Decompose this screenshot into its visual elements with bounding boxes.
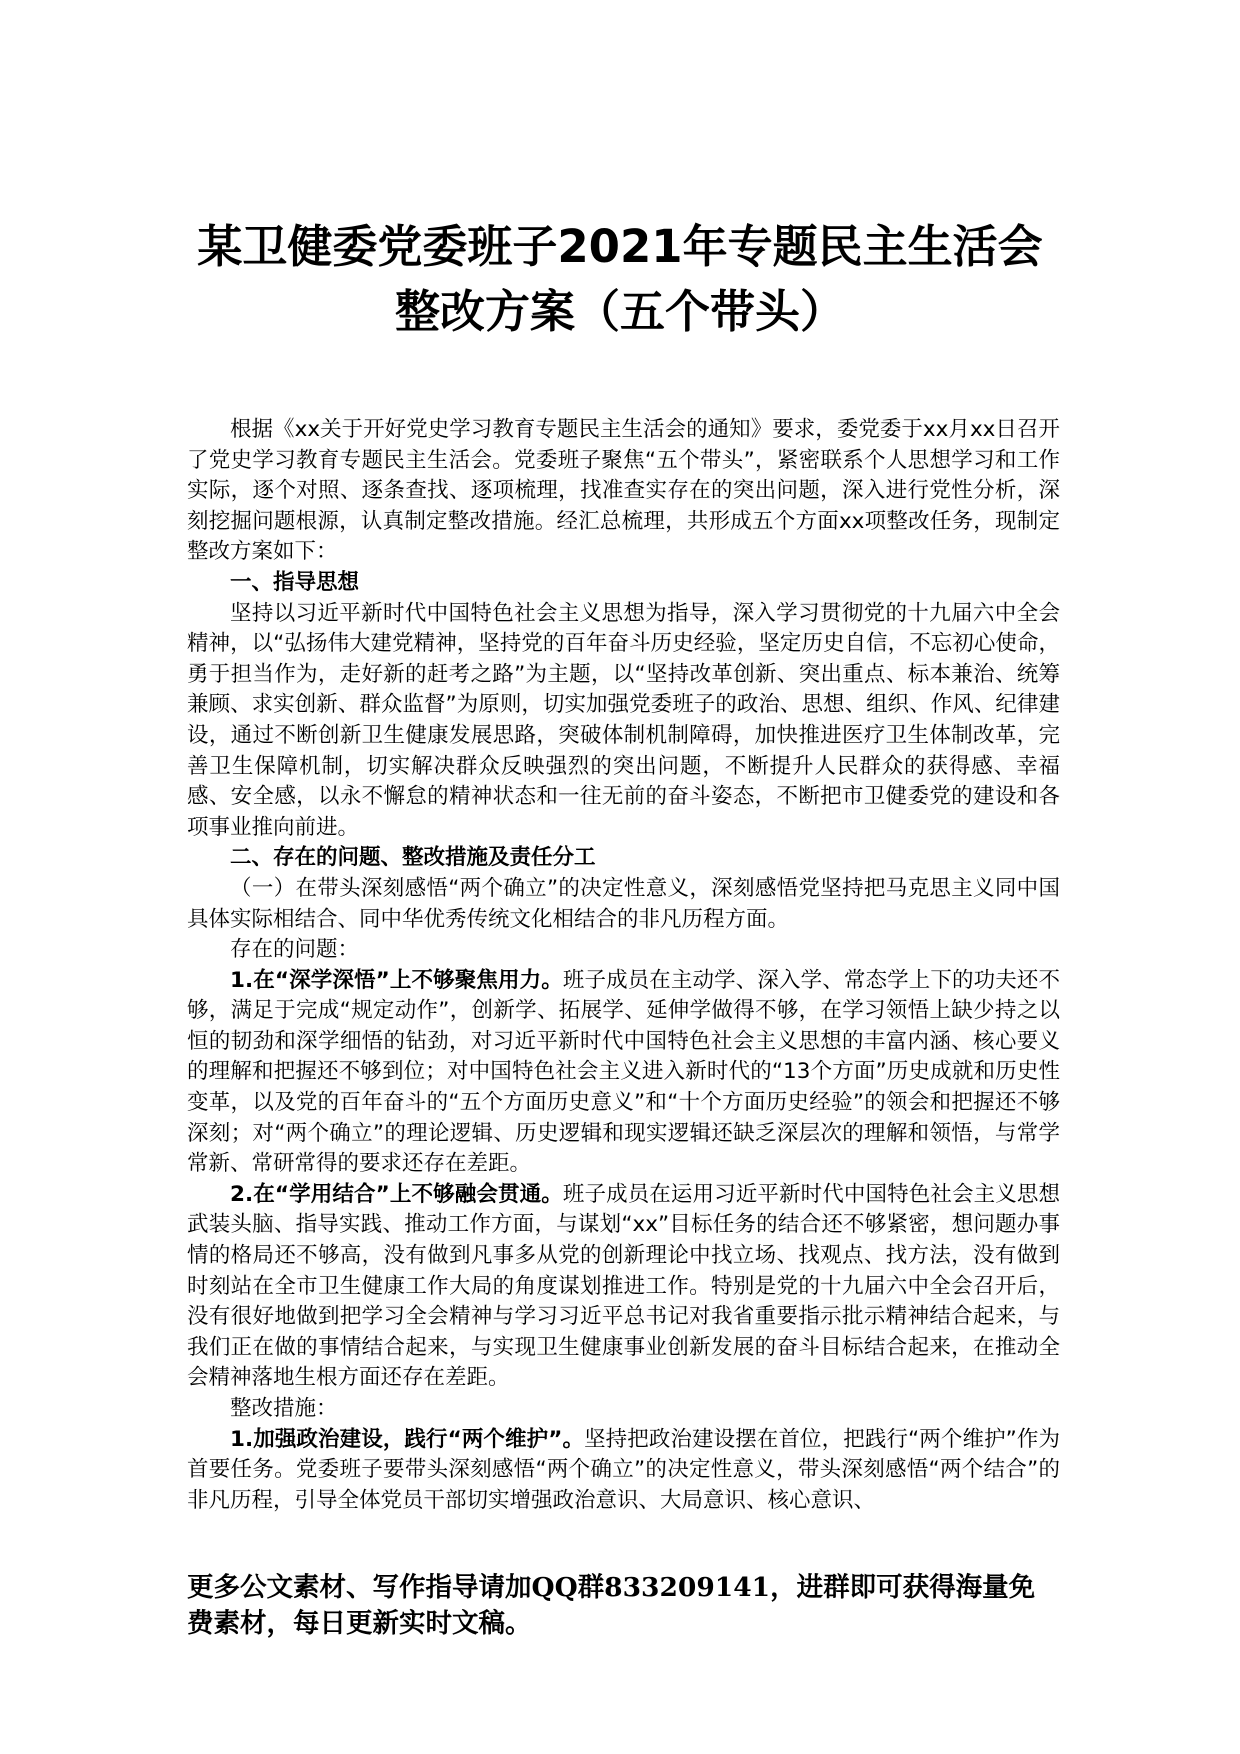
- promo-footer: 更多公文素材、写作指导请加QQ群833209141，进群即可获得海量免费素材，每日更新实时文稿。: [187, 1572, 1036, 1639]
- title-line-1: 某卫健委党委班子2021年专题民主生活会: [197, 220, 1043, 273]
- document-title: [150, 214, 1090, 344]
- problem-item-2: [187, 1180, 1060, 1394]
- problem-1-lead: 1.在“深学深悟”上不够聚焦用力。: [230, 967, 563, 993]
- document-body: [187, 415, 1060, 1516]
- intro-paragraph: 根据《xx关于开好党史学习教育专题民主生活会的通知》要求，委党委于xx月xx日召开了党史学习教育专题民主生活会。党委班子聚焦“五个带头”，紧密联系个人思想学习和工作实际，逐个对照、逐条查找、逐项梳理，找准查实存在的突出问题，深入进行党性分析，深刻挖掘问题根源，认真制定整改措施。经汇总梳理，共形成五个方面xx项整改任务，现制定整改方案如下：: [187, 417, 1060, 565]
- section-heading-2: 二、存在的问题、整改措施及责任分工: [230, 845, 596, 871]
- measure-1-lead: 1.加强政治建设，践行“两个维护”。: [230, 1426, 585, 1452]
- title-line-2: 整改方案（五个带头）: [394, 285, 845, 338]
- subsection-1: （一）在带头深刻感悟“两个确立”的决定性意义，深刻感悟党坚持把马克思主义同中国具体实际相结合、同中华优秀传统文化相结合的非凡历程方面。: [187, 875, 1060, 932]
- problem-1-text: 班子成员在主动学、深入学、常态学上下的功夫还不够，满足于完成“规定动作”，创新学、拓展学、延伸学做得不够，在学习领悟上缺少持之以恒的韧劲和深学细悟的钻劲，对习近平新时代中国特色社会主义思想的丰富内涵、核心要义的理解和把握还不够到位；对中国特色社会主义进入新时代的“13个方面”历史成就和历史性变革，以及党的百年奋斗的“五个方面历史意义”和“十个方面历史经验”的领会和把握还不够深刻；对“两个确立”的理论逻辑、历史逻辑和现实逻辑还缺乏深层次的理解和领悟，与常学常新、常研常得的要求还存在差距。: [187, 967, 1060, 1177]
- problem-2-text: 班子成员在运用习近平新时代中国特色社会主义思想武装头脑、指导实践、推动工作方面，与谋划“xx”目标任务的结合还不够紧密，想问题办事情的格局还不够高，没有做到凡事多从党的创新理论中找立场、找观点、找方法，没有做到时刻站在全市卫生健康工作大局的角度谋划推进工作。特别是党的十九届六中全会召开后，没有很好地做到把学习全会精神与学习习近平总书记对我省重要指示批示精神结合起来，与我们正在做的事情结合起来，与实现卫生健康事业创新发展的奋斗目标结合起来，在推动全会精神落地生根方面还存在差距。: [187, 1181, 1060, 1391]
- section-heading-1: 一、指导思想: [230, 569, 360, 595]
- problem-2-lead: 2.在“学用结合”上不够融会贯通。: [230, 1181, 563, 1207]
- problems-label: 存在的问题：: [230, 937, 360, 963]
- problem-item-1: [187, 966, 1060, 1180]
- measure-1-text: 坚持把政治建设摆在首位，把践行“两个维护”作为首要任务。党委班子要带头深刻感悟“两个确立”的决定性意义，带头深刻感悟“两个结合”的非凡历程，引导全体党员干部切实增强政治意识、大局意识、核心意识、: [187, 1426, 1061, 1513]
- guiding-ideology-paragraph: 坚持以习近平新时代中国特色社会主义思想为指导，深入学习贯彻党的十九届六中全会精神，以“弘扬伟大建党精神，坚持党的百年奋斗历史经验，坚定历史自信，不忘初心使命，勇于担当作为，走好新的赶考之路”为主题，以“坚持改革创新、突出重点、标本兼治、统筹兼顾、求实创新、群众监督”为原则，切实加强党委班子的政治、思想、组织、作风、纪律建设，通过不断创新卫生健康发展思路，突破体制机制障碍，加快推进医疗卫生体制改革，完善卫生保障机制，切实解决群众反映强烈的突出问题，不断提升人民群众的获得感、幸福感、安全感，以永不懈怠的精神状态和一往无前的奋斗姿态，不断把市卫健委党的建设和各项事业推向前进。: [187, 600, 1060, 840]
- measures-label: 整改措施：: [230, 1396, 338, 1421]
- measure-item-1: [187, 1425, 1060, 1517]
